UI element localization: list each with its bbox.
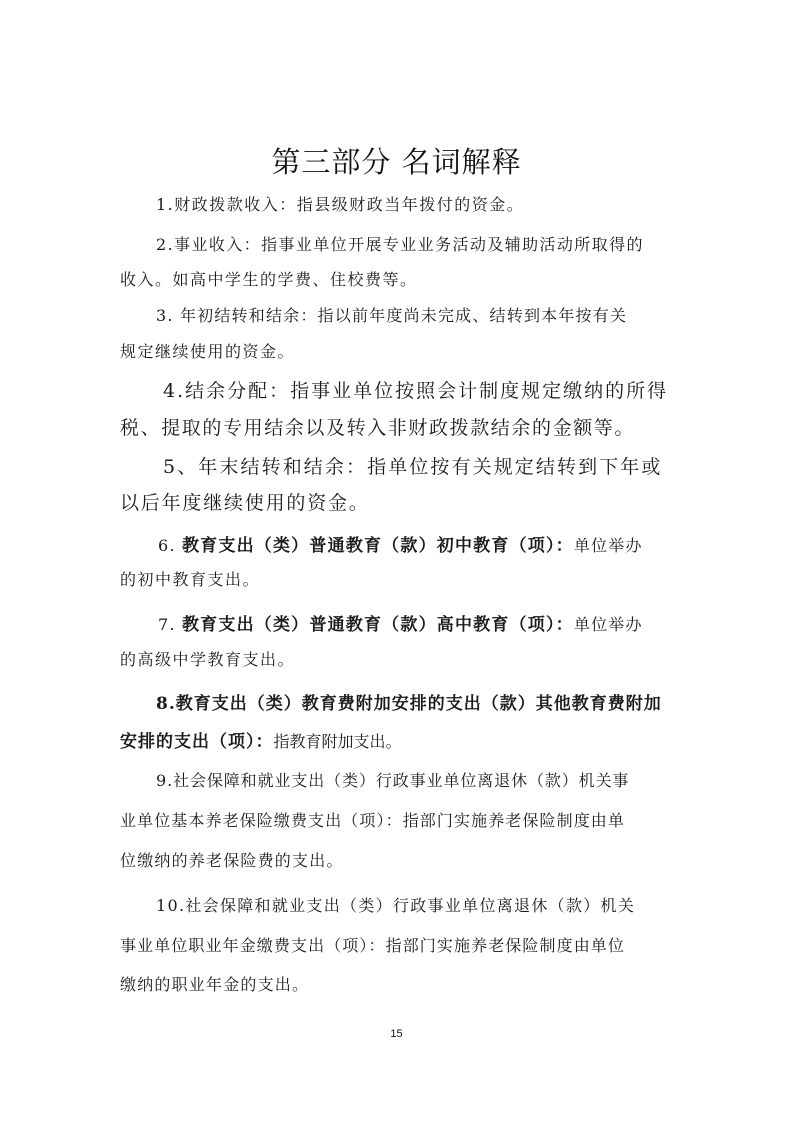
paragraph-7-text: 单位举办 — [573, 615, 643, 634]
paragraph-6-term: 教育支出（类）普通教育（款）初中教育（项）： — [181, 536, 574, 556]
paragraph-6-number: 6. — [158, 536, 176, 555]
paragraph-7-number: 7. — [158, 615, 176, 634]
paragraph-10-line-1: 10.社会保障和就业支出（类）行政事业单位离退休（款）机关 — [156, 896, 636, 915]
paragraph-4-line-2: 税、提取的专用结余以及转入非财政拨款结余的金额等。 — [120, 417, 636, 439]
paragraph-8-line-1: 8.教育支出（类）教育费附加安排的支出（款）其他教育费附加 — [156, 694, 662, 714]
paragraph-2-line-2: 收入。如高中学生的学费、住校费等。 — [120, 270, 418, 289]
paragraph-4-line-1: 4.结余分配：指事业单位按照会计制度规定缴纳的所得 — [163, 380, 669, 402]
paragraph-10-line-3: 缴纳的职业年金的支出。 — [120, 975, 310, 994]
paragraph-9-line-1: 9.社会保障和就业支出（类）行政事业单位离退休（款）机关事 — [156, 771, 630, 790]
paragraph-8-line-2 — [120, 727, 402, 752]
page-number: 15 — [390, 1028, 403, 1040]
paragraph-3-line-1: 3. 年初结转和结余：指以前年度尚未完成、结转到本年按有关 — [156, 306, 628, 325]
paragraph-8-term: 安排的支出（项）： — [120, 732, 274, 752]
paragraph-2-line-1: 2.事业收入：指事业单位开展专业业务活动及辅助活动所取得的 — [156, 235, 644, 254]
paragraph-1: 1.财政拨款收入：指县级财政当年拨付的资金。 — [156, 195, 525, 214]
paragraph-6-text: 单位举办 — [573, 536, 643, 555]
paragraph-5-line-1: 5、年末结转和结余：指单位按有关规定结转到下年或 — [163, 456, 663, 478]
paragraph-8-text: 指教育附加支出。 — [273, 732, 402, 751]
paragraph-9-line-2: 业单位基本养老保险缴费支出（项）：指部门实施养老保险制度由单 — [120, 811, 626, 830]
paragraph-7-line-1 — [158, 610, 643, 635]
page-title: 第三部分 名词解释 — [271, 145, 522, 179]
paragraph-7-term: 教育支出（类）普通教育（款）高中教育（项）： — [181, 615, 574, 635]
paragraph-7-line-2: 的高级中学教育支出。 — [120, 650, 296, 669]
paragraph-6-line-1 — [158, 531, 643, 556]
paragraph-3-line-2: 规定继续使用的资金。 — [120, 342, 296, 361]
paragraph-5-line-2: 以后年度继续使用的资金。 — [120, 492, 370, 514]
paragraph-9-line-3: 位缴纳的养老保险费的支出。 — [120, 851, 344, 870]
paragraph-10-line-2: 事业单位职业年金缴费支出（项）：指部门实施养老保险制度由单位 — [120, 936, 626, 955]
paragraph-6-line-2: 的初中教育支出。 — [120, 570, 261, 589]
